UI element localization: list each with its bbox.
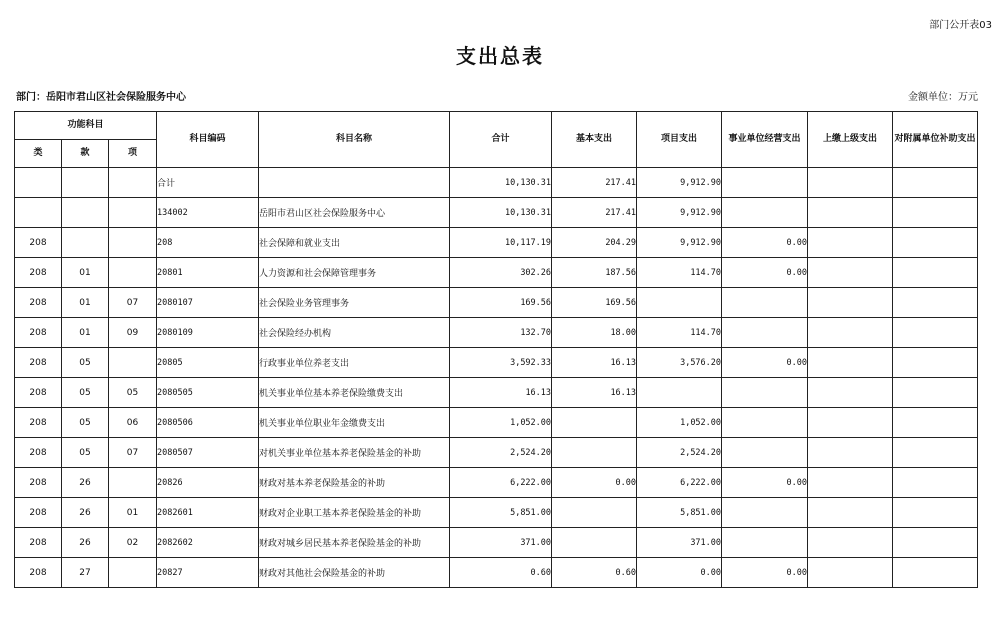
cell-name [259,168,450,198]
cell-xiang [109,558,157,588]
header-basic: 基本支出 [552,112,637,168]
cell-project: 2,524.20 [637,438,722,468]
cell-project: 114.70 [637,258,722,288]
cell-kuan: 26 [62,528,109,558]
cell-code: 20805 [157,348,259,378]
cell-basic [552,498,637,528]
table-row [15,408,978,438]
header-lei: 类 [15,140,62,168]
cell-lei: 208 [15,258,62,288]
cell-business [722,378,808,408]
cell-total: 10,130.31 [450,168,552,198]
table-row [15,228,978,258]
cell-total: 3,592.33 [450,348,552,378]
table-row [15,168,978,198]
cell-upper [808,288,893,318]
cell-project: 0.00 [637,558,722,588]
cell-subsidy [893,378,978,408]
cell-code: 208 [157,228,259,258]
table-row [15,528,978,558]
header-func-subject: 功能科目 [15,112,157,140]
cell-basic: 204.29 [552,228,637,258]
cell-name: 人力资源和社会保障管理事务 [259,258,450,288]
cell-subsidy [893,198,978,228]
cell-xiang [109,258,157,288]
cell-upper [808,408,893,438]
cell-lei: 208 [15,438,62,468]
cell-xiang: 07 [109,438,157,468]
cell-business [722,408,808,438]
cell-total: 10,130.31 [450,198,552,228]
cell-basic: 0.00 [552,468,637,498]
cell-xiang: 02 [109,528,157,558]
cell-lei: 208 [15,318,62,348]
cell-name: 行政事业单位养老支出 [259,348,450,378]
cell-kuan: 01 [62,258,109,288]
cell-business: 0.00 [722,558,808,588]
cell-basic: 16.13 [552,348,637,378]
cell-xiang [109,198,157,228]
cell-kuan: 01 [62,318,109,348]
cell-business [722,438,808,468]
cell-total: 1,052.00 [450,408,552,438]
cell-name: 岳阳市君山区社会保险服务中心 [259,198,450,228]
cell-subsidy [893,348,978,378]
cell-xiang [109,228,157,258]
cell-project: 6,222.00 [637,468,722,498]
cell-total: 132.70 [450,318,552,348]
cell-upper [808,228,893,258]
cell-subsidy [893,258,978,288]
cell-basic: 16.13 [552,378,637,408]
cell-upper [808,468,893,498]
header-name: 科目名称 [259,112,450,168]
header-xiang: 项 [109,140,157,168]
cell-code: 2080506 [157,408,259,438]
cell-xiang: 09 [109,318,157,348]
cell-business [722,498,808,528]
cell-project: 9,912.90 [637,168,722,198]
cell-subsidy [893,498,978,528]
cell-project [637,378,722,408]
cell-name: 社会保险经办机构 [259,318,450,348]
cell-name: 社会保障和就业支出 [259,228,450,258]
cell-code: 20801 [157,258,259,288]
cell-name: 财政对基本养老保险基金的补助 [259,468,450,498]
header-total: 合计 [450,112,552,168]
cell-total: 371.00 [450,528,552,558]
cell-subsidy [893,528,978,558]
cell-upper [808,438,893,468]
cell-subsidy [893,168,978,198]
table-row [15,318,978,348]
cell-business: 0.00 [722,258,808,288]
cell-xiang: 06 [109,408,157,438]
cell-total: 16.13 [450,378,552,408]
cell-upper [808,168,893,198]
expenditure-table [14,111,978,588]
cell-upper [808,258,893,288]
cell-name: 财政对企业职工基本养老保险基金的补助 [259,498,450,528]
cell-kuan: 26 [62,498,109,528]
cell-kuan [62,198,109,228]
cell-upper [808,528,893,558]
table-row [15,258,978,288]
cell-basic: 187.56 [552,258,637,288]
cell-xiang [109,468,157,498]
cell-total: 10,117.19 [450,228,552,258]
cell-subsidy [893,558,978,588]
cell-project [637,288,722,318]
cell-lei: 208 [15,408,62,438]
cell-lei: 208 [15,288,62,318]
cell-subsidy [893,318,978,348]
cell-kuan: 01 [62,288,109,318]
cell-xiang [109,168,157,198]
cell-code: 2080107 [157,288,259,318]
cell-business: 0.00 [722,228,808,258]
cell-lei: 208 [15,498,62,528]
cell-name: 社会保险业务管理事务 [259,288,450,318]
table-row [15,348,978,378]
header-business: 事业单位经营支出 [722,112,808,168]
cell-kuan [62,228,109,258]
cell-upper [808,318,893,348]
cell-total: 6,222.00 [450,468,552,498]
cell-upper [808,498,893,528]
cell-basic [552,438,637,468]
cell-lei: 208 [15,528,62,558]
cell-total: 169.56 [450,288,552,318]
cell-kuan: 27 [62,558,109,588]
page-title: 支出总表 [456,44,544,68]
cell-project: 3,576.20 [637,348,722,378]
cell-lei: 208 [15,558,62,588]
cell-name: 财政对城乡居民基本养老保险基金的补助 [259,528,450,558]
cell-basic: 169.56 [552,288,637,318]
cell-kuan: 05 [62,348,109,378]
cell-upper [808,378,893,408]
cell-code: 20826 [157,468,259,498]
cell-basic: 217.41 [552,168,637,198]
cell-basic: 18.00 [552,318,637,348]
cell-project: 371.00 [637,528,722,558]
cell-code: 2082602 [157,528,259,558]
cell-kuan: 26 [62,468,109,498]
cell-kuan [62,168,109,198]
cell-business [722,288,808,318]
cell-total: 5,851.00 [450,498,552,528]
table-row [15,198,978,228]
header-subsidy: 对附属单位补助支出 [893,112,978,168]
cell-code: 2082601 [157,498,259,528]
cell-project: 114.70 [637,318,722,348]
cell-name: 对机关事业单位基本养老保险基金的补助 [259,438,450,468]
unit-label: 金额单位：万元 [908,92,978,103]
cell-lei: 208 [15,468,62,498]
cell-subsidy [893,228,978,258]
cell-project: 9,912.90 [637,198,722,228]
cell-kuan: 05 [62,408,109,438]
cell-code: 2080507 [157,438,259,468]
cell-code: 合计 [157,168,259,198]
cell-subsidy [893,288,978,318]
header-kuan: 款 [62,140,109,168]
cell-subsidy [893,438,978,468]
table-row [15,288,978,318]
cell-xiang [109,348,157,378]
cell-project: 9,912.90 [637,228,722,258]
cell-business [722,528,808,558]
cell-name: 机关事业单位职业年金缴费支出 [259,408,450,438]
cell-total: 0.60 [450,558,552,588]
cell-total: 2,524.20 [450,438,552,468]
cell-project: 5,851.00 [637,498,722,528]
cell-upper [808,348,893,378]
header-project: 项目支出 [637,112,722,168]
cell-business [722,318,808,348]
cell-upper [808,558,893,588]
table-row [15,438,978,468]
cell-basic: 0.60 [552,558,637,588]
cell-basic [552,528,637,558]
cell-code: 2080109 [157,318,259,348]
cell-lei: 208 [15,378,62,408]
cell-lei [15,168,62,198]
header-upper: 上缴上级支出 [808,112,893,168]
form-number: 部门公开表03 [929,20,992,31]
cell-subsidy [893,468,978,498]
cell-project: 1,052.00 [637,408,722,438]
cell-lei: 208 [15,348,62,378]
cell-lei: 208 [15,228,62,258]
department-label: 部门：岳阳市君山区社会保险服务中心 [16,92,186,103]
cell-basic: 217.41 [552,198,637,228]
cell-code: 2080505 [157,378,259,408]
cell-subsidy [893,408,978,438]
cell-name: 财政对其他社会保险基金的补助 [259,558,450,588]
table-row [15,498,978,528]
cell-xiang: 01 [109,498,157,528]
header-code: 科目编码 [157,112,259,168]
cell-xiang: 07 [109,288,157,318]
cell-name: 机关事业单位基本养老保险缴费支出 [259,378,450,408]
cell-upper [808,198,893,228]
cell-basic [552,408,637,438]
cell-code: 20827 [157,558,259,588]
cell-xiang: 05 [109,378,157,408]
cell-business [722,198,808,228]
cell-business [722,168,808,198]
table-row [15,378,978,408]
cell-total: 302.26 [450,258,552,288]
cell-business: 0.00 [722,348,808,378]
cell-lei [15,198,62,228]
cell-kuan: 05 [62,438,109,468]
cell-code: 134002 [157,198,259,228]
cell-business: 0.00 [722,468,808,498]
cell-kuan: 05 [62,378,109,408]
table-row [15,468,978,498]
table-row [15,558,978,588]
